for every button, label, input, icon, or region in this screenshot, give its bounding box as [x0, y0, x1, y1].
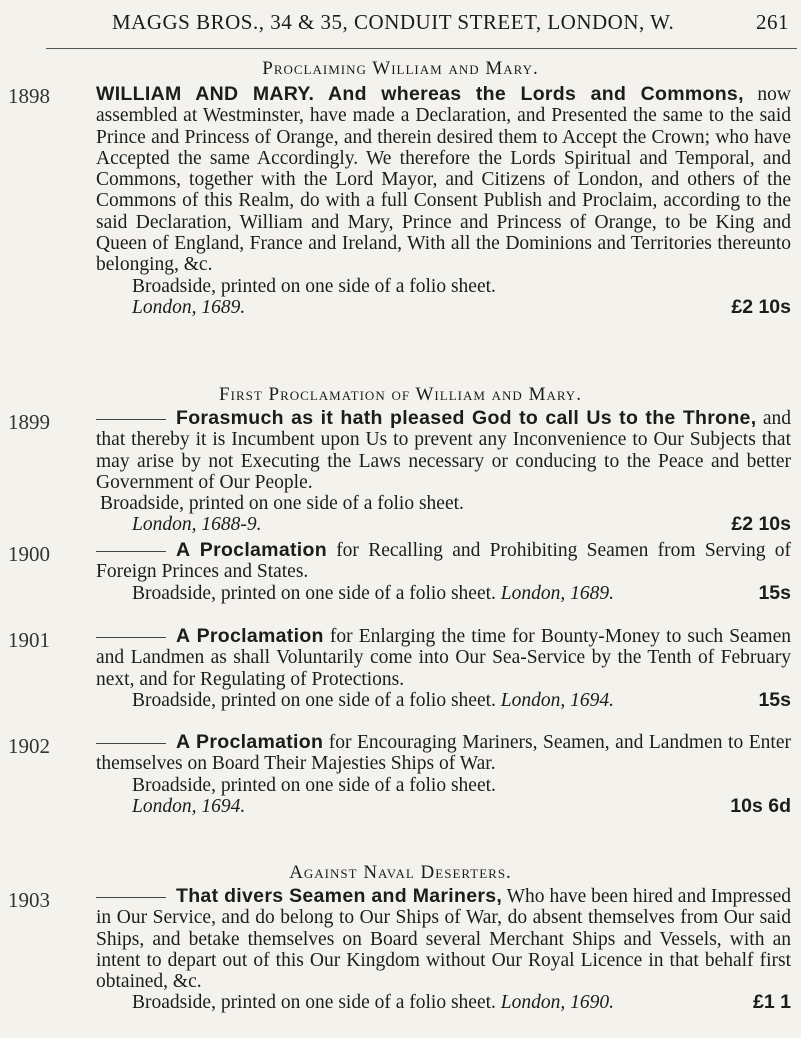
entry-note: Broadside, printed on one side of a folio sheet.: [132, 992, 496, 1014]
entry-price: 10s 6d: [730, 794, 791, 817]
entry-dash: [96, 897, 166, 898]
entry-heading: A Proclamation: [176, 625, 324, 647]
entry-number: 1900: [8, 542, 50, 566]
entry-number: 1901: [8, 628, 50, 652]
entry-heading: A Proclamation: [176, 539, 327, 561]
entry-price: 15s: [758, 581, 791, 604]
entry-dash: [96, 637, 166, 638]
header-rule: [46, 48, 797, 49]
entry-heading: A Proclamation: [176, 731, 324, 753]
entry-text: for Enlarging the time for Bounty-Money to such Seamen and Landmen as shall Voluntarily come into Our Sea-Service by the Tenth of February next, and for Regulating of Protections.: [96, 626, 791, 690]
catalogue-entry: [0, 732, 801, 817]
entry-place: London, 1694.: [500, 689, 615, 711]
entry-heading: Forasmuch as it hath pleased God to call Us to the Throne,: [176, 407, 757, 429]
page-number: 261: [756, 10, 789, 34]
entry-dash: [96, 419, 166, 420]
entry-dash: [96, 551, 166, 552]
entry-text: for Recalling and Prohibiting Seamen from Serving of Foreign Princes and States.: [96, 540, 791, 583]
entry-dash: [96, 743, 166, 744]
entry-price: £2 10s: [731, 295, 791, 318]
entry-place: London, 1690.: [500, 992, 615, 1014]
entry-price: 15s: [758, 688, 791, 711]
entry-note: Broadside, printed on one side of a folio sheet.: [132, 689, 496, 711]
entry-price: £1 1: [753, 991, 791, 1014]
entry-note: Broadside, printed on one side of a folio sheet.: [132, 774, 496, 796]
page-header: [112, 10, 789, 35]
entry-place: London, 1688-9.: [132, 514, 262, 536]
entry-place: London, 1689.: [132, 296, 246, 318]
entry-number: 1898: [8, 84, 50, 108]
catalogue-entry: [0, 886, 801, 1014]
catalogue-entry: [0, 84, 801, 318]
entry-price: £2 10s: [731, 513, 791, 536]
section-title: Against Naval Deserters.: [289, 862, 512, 883]
entry-number: 1899: [8, 410, 50, 434]
section-title: First Proclamation of William and Mary.: [219, 384, 582, 405]
entry-note: Broadside, printed on one side of a folio sheet.: [132, 582, 496, 604]
header-title: MAGGS BROS., 34 & 35, CONDUIT STREET, LONDON, W.: [112, 10, 675, 34]
entry-text: now assembled at Westminster, have made a Declaration, and Presented the same to the said Prince and Princess of Orange, and therein desired them to Accept the Crown; who have Accepted the same Accordingly. We therefore the Lords Spiritual and Temporal, and Commons, together with the Lord Mayor, and Citizens of London, and others of the Commons of this Realm, do with a full Consent Publish and Proclaim, according to the said Declaration, William and Mary, Prince and Princess of Orange, to be King and Queen of England, France and Ireland, With all the Dominions and Territories thereunto belonging, &c.: [96, 84, 792, 276]
entry-note: Broadside, printed on one side of a folio sheet.: [132, 275, 496, 297]
entry-text: Who have been hired and Impressed in Our Service, and do belong to Our Ships of War, do absent themselves from Our said Ships, and betake themselves on Board several Merchant Ships and Vessels, with an intent to depart out of this Our Kingdom without Our Royal Licence in that behalf first obtained, &c.: [96, 886, 791, 993]
entry-text: for Encouraging Mariners, Seamen, and Landmen to Enter themselves on Board Their Majesties Ships of War.: [96, 732, 791, 775]
entry-note: Broadside, printed on one side of a folio sheet.: [100, 493, 464, 515]
entry-text: and that thereby it is Incumbent upon Us to prevent any Inconvenience to Our Subjects that may arise by not Executing the Laws necessary or conducing to the Peace and better Government of Our People.: [96, 408, 791, 493]
entry-place: London, 1689.: [500, 582, 615, 604]
catalogue-entry: [0, 408, 801, 536]
entry-heading: WILLIAM AND MARY. And whereas the Lords and Commons,: [96, 83, 744, 105]
entry-number: 1902: [8, 734, 50, 758]
entry-number: 1903: [8, 888, 50, 912]
section-title: Proclaiming William and Mary.: [262, 58, 539, 79]
catalogue-entry: [0, 540, 801, 604]
entry-heading: That divers Seamen and Mariners,: [176, 885, 503, 907]
entry-place: London, 1694.: [132, 795, 246, 817]
catalogue-entry: [0, 626, 801, 711]
